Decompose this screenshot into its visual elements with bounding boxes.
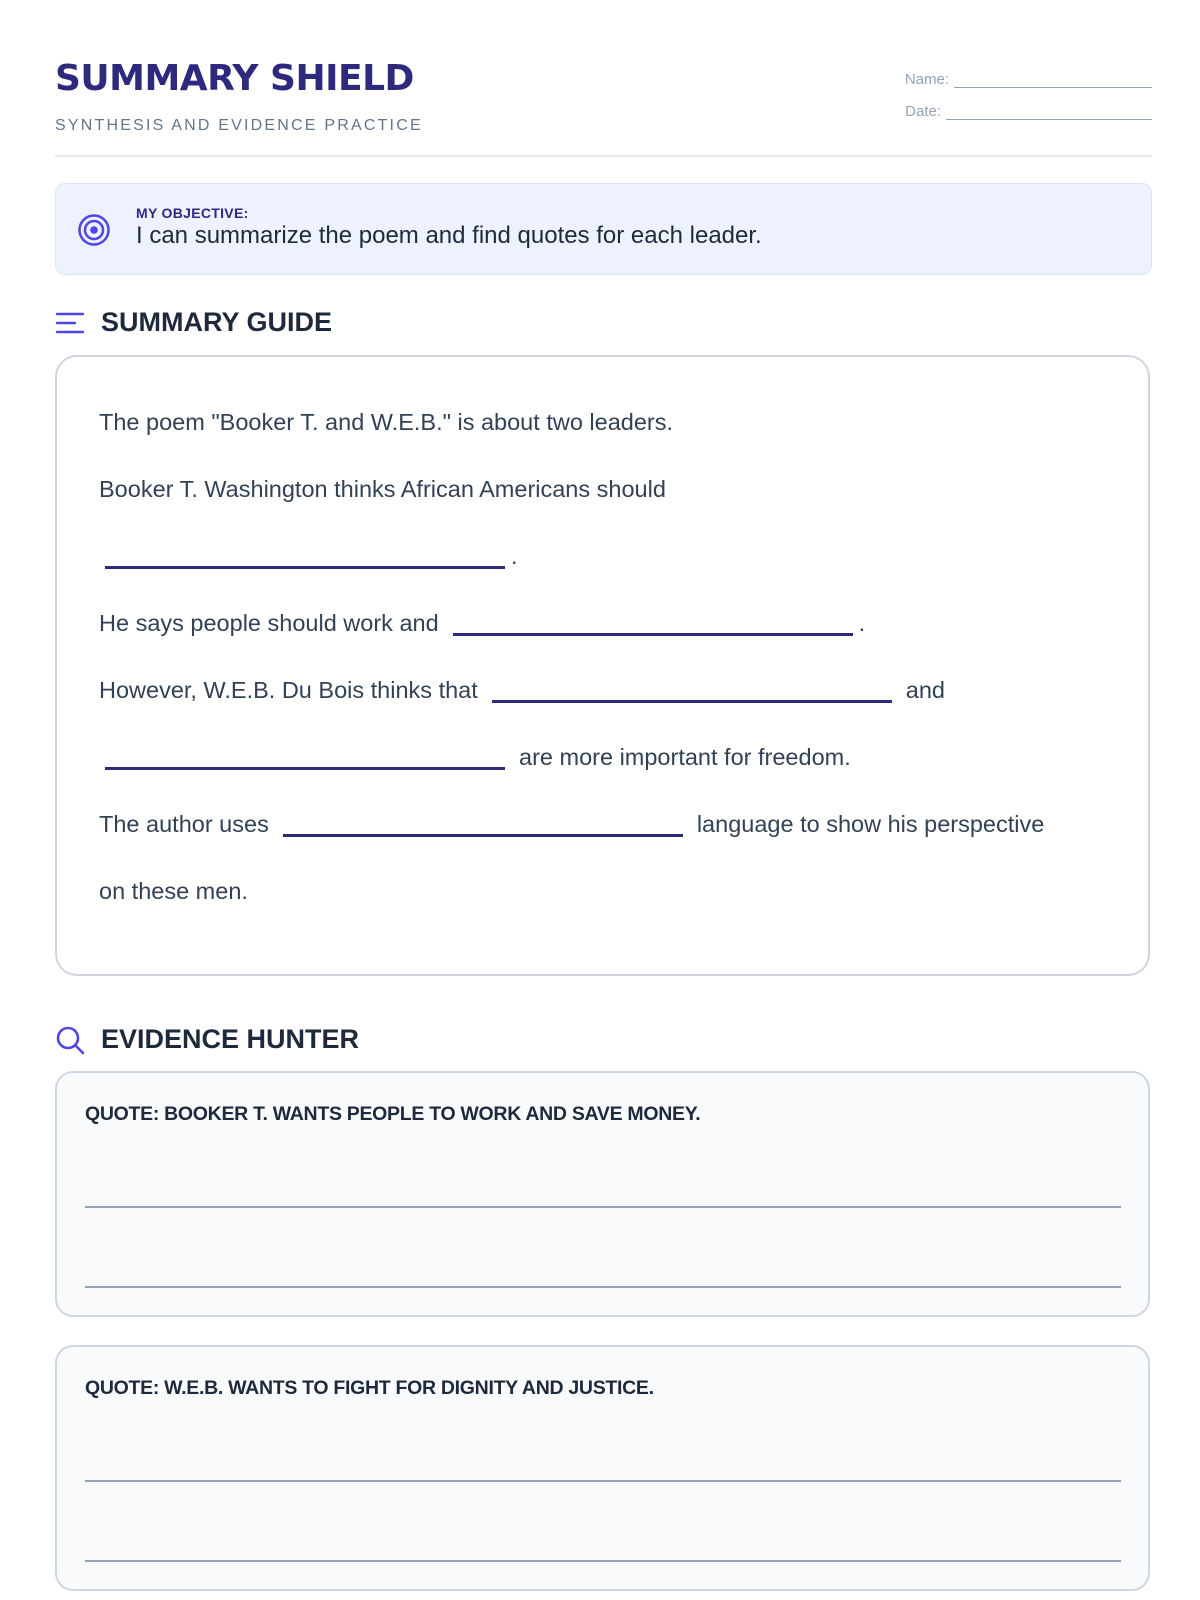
guide-text-7-after: language to show his perspective bbox=[696, 811, 1045, 837]
worksheet-header bbox=[55, 0, 1152, 157]
answer-blank-4[interactable] bbox=[105, 767, 505, 770]
guide-line-4 bbox=[99, 608, 865, 638]
writing-line[interactable] bbox=[85, 1480, 1121, 1482]
objective-text: I can summarize the poem and find quotes for each leader. bbox=[136, 222, 762, 249]
guide-line-6 bbox=[99, 742, 851, 772]
summary-guide-heading bbox=[55, 307, 332, 338]
name-label: Name: bbox=[904, 71, 949, 88]
guide-text-1: The poem "Booker T. and W.E.B." is about two leaders. bbox=[99, 409, 674, 435]
guide-text-4-after: . bbox=[858, 610, 866, 636]
date-label: Date: bbox=[905, 103, 941, 120]
worksheet-page bbox=[55, 0, 1152, 1399]
answer-blank-2[interactable] bbox=[453, 633, 853, 636]
answer-blank-1[interactable] bbox=[105, 566, 505, 569]
name-field[interactable] bbox=[892, 56, 1152, 88]
guide-line-3 bbox=[99, 541, 518, 571]
guide-text-5-after: and bbox=[905, 677, 945, 703]
writing-line[interactable] bbox=[85, 1560, 1121, 1562]
page-subtitle: SYNTHESIS AND EVIDENCE PRACTICE bbox=[55, 117, 423, 134]
guide-line-8 bbox=[99, 876, 248, 906]
evidence-card bbox=[55, 1071, 1150, 1317]
guide-text-7-before: The author uses bbox=[99, 811, 269, 837]
answer-blank-3[interactable] bbox=[492, 700, 892, 703]
target-icon bbox=[77, 213, 111, 247]
guide-text-3-after: . bbox=[511, 543, 518, 569]
answer-blank-5[interactable] bbox=[283, 834, 683, 837]
guide-line-1 bbox=[99, 407, 673, 437]
guide-text-5-before: However, W.E.B. Du Bois thinks that bbox=[99, 677, 478, 703]
evidence-hunter-heading bbox=[55, 1024, 359, 1055]
writing-line[interactable] bbox=[85, 1206, 1121, 1208]
summary-guide-title: SUMMARY GUIDE bbox=[101, 307, 333, 337]
page-title: SUMMARY SHIELD bbox=[55, 58, 414, 99]
evidence-quote-label: QUOTE: BOOKER T. WANTS PEOPLE TO WORK AND SAVE MONEY. bbox=[85, 1103, 701, 1125]
date-blank[interactable] bbox=[946, 104, 1152, 120]
writing-line[interactable] bbox=[85, 1286, 1121, 1288]
evidence-hunter-title: EVIDENCE HUNTER bbox=[101, 1024, 360, 1054]
guide-text-4-before: He says people should work and bbox=[99, 610, 439, 636]
guide-text-2: Booker T. Washington thinks African Americans should bbox=[99, 476, 666, 502]
guide-line-7 bbox=[99, 809, 1044, 839]
objective-label: MY OBJECTIVE: bbox=[136, 205, 249, 221]
guide-line-2 bbox=[99, 474, 666, 504]
objective-box bbox=[55, 183, 1152, 275]
evidence-quote-label: QUOTE: W.E.B. WANTS TO FIGHT FOR DIGNITY AND JUSTICE. bbox=[85, 1377, 654, 1399]
student-info bbox=[892, 56, 1152, 120]
guide-text-6-after: are more important for freedom. bbox=[519, 744, 851, 770]
search-icon bbox=[55, 1025, 85, 1055]
guide-text-8: on these men. bbox=[99, 878, 248, 904]
date-field[interactable] bbox=[892, 88, 1152, 120]
evidence-card bbox=[55, 1345, 1150, 1591]
name-blank[interactable] bbox=[954, 72, 1152, 88]
summary-guide-card bbox=[55, 355, 1150, 976]
guide-line-5 bbox=[99, 675, 945, 705]
list-icon bbox=[55, 308, 85, 338]
